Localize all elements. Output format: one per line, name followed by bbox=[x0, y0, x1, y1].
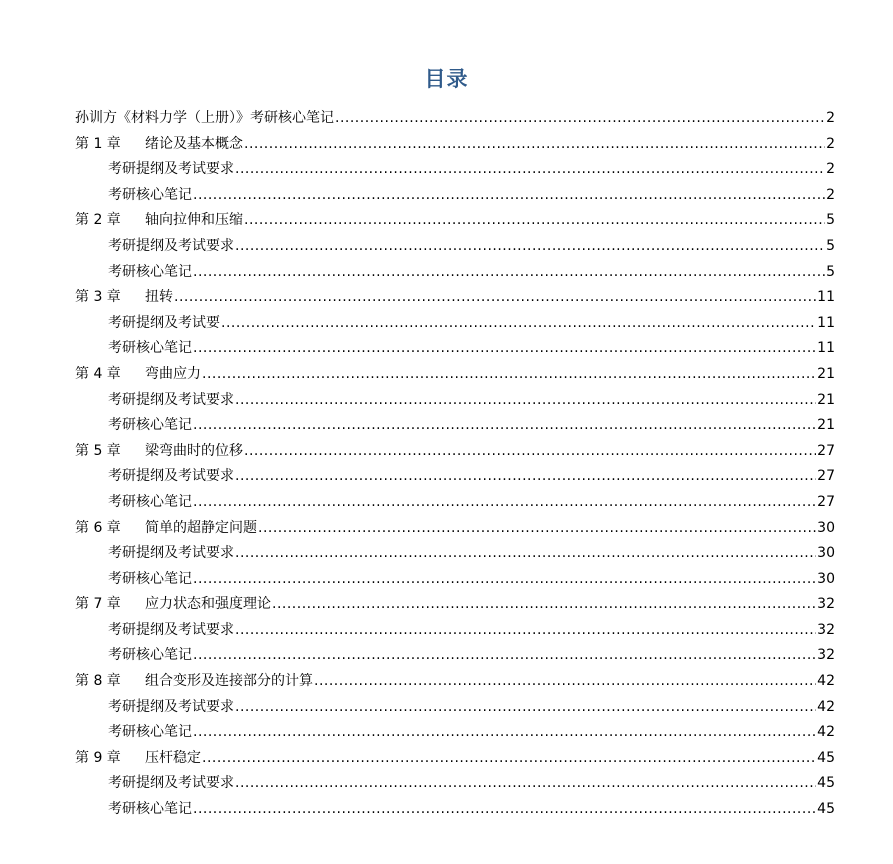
toc-page-number: 27 bbox=[817, 442, 835, 459]
toc-leader-dots bbox=[235, 618, 816, 644]
toc-entry-section[interactable] bbox=[75, 695, 835, 721]
toc-leader-dots bbox=[193, 260, 825, 286]
toc-leader-dots bbox=[202, 746, 816, 772]
toc-entry-label bbox=[75, 106, 334, 132]
toc-entry-text: 考研提纲及考试要求 bbox=[108, 237, 234, 254]
toc-chapter-number: 第 5 章 bbox=[75, 442, 121, 459]
toc-chapter-number: 第 1 章 bbox=[75, 135, 121, 152]
toc-entry-chapter[interactable] bbox=[75, 132, 835, 158]
toc-page-number: 11 bbox=[817, 289, 835, 306]
toc-leader-dots bbox=[202, 362, 816, 388]
toc-entry-section[interactable] bbox=[75, 541, 835, 567]
toc-leader-dots bbox=[272, 592, 816, 618]
toc-entry-label bbox=[108, 157, 234, 183]
toc-entry-label bbox=[108, 413, 192, 439]
toc-entry-text: 考研提纲及考试要求 bbox=[108, 621, 234, 638]
toc-page-number: 21 bbox=[817, 365, 835, 382]
toc-entry-text: 考研核心笔记 bbox=[108, 340, 192, 357]
page-title: 目录 bbox=[424, 67, 469, 91]
toc-entry-label bbox=[75, 208, 243, 234]
toc-list bbox=[75, 106, 835, 823]
toc-entry-section[interactable] bbox=[75, 260, 835, 286]
toc-chapter-number: 第 9 章 bbox=[75, 749, 121, 766]
toc-entry-chapter[interactable] bbox=[75, 592, 835, 618]
toc-entry-text: 扭转 bbox=[145, 289, 173, 306]
toc-entry-section[interactable] bbox=[75, 797, 835, 823]
toc-entry-label bbox=[108, 695, 234, 721]
toc-entry-label bbox=[75, 439, 243, 465]
toc-entry-text: 应力状态和强度理论 bbox=[145, 596, 271, 613]
toc-entry-section[interactable] bbox=[75, 643, 835, 669]
toc-page-number: 42 bbox=[817, 698, 835, 715]
toc-entry-label bbox=[108, 720, 192, 746]
toc-leader-dots bbox=[174, 285, 816, 311]
toc-entry-label bbox=[108, 490, 192, 516]
toc-entry-chapter[interactable] bbox=[75, 746, 835, 772]
toc-entry-text: 考研提纲及考试要求 bbox=[108, 545, 234, 562]
toc-leader-dots bbox=[193, 720, 816, 746]
toc-leader-dots bbox=[193, 413, 816, 439]
toc-page-number: 32 bbox=[817, 647, 835, 664]
toc-leader-dots bbox=[235, 464, 816, 490]
toc-page-number: 45 bbox=[817, 749, 835, 766]
toc-page-number: 30 bbox=[817, 519, 835, 536]
toc-entry-chapter[interactable] bbox=[75, 208, 835, 234]
toc-leader-dots bbox=[193, 797, 816, 823]
toc-leader-dots bbox=[244, 439, 816, 465]
toc-entry-text: 弯曲应力 bbox=[145, 365, 201, 382]
toc-leader-dots bbox=[193, 643, 816, 669]
toc-entry-chapter[interactable] bbox=[75, 669, 835, 695]
toc-chapter-number: 第 6 章 bbox=[75, 519, 121, 536]
toc-entry-label bbox=[75, 746, 201, 772]
toc-entry-text: 考研提纲及考试要求 bbox=[108, 775, 234, 792]
toc-page-number: 21 bbox=[817, 391, 835, 408]
toc-entry-label bbox=[108, 260, 192, 286]
toc-entry-chapter[interactable] bbox=[75, 106, 835, 132]
toc-entry-text: 考研提纲及考试要求 bbox=[108, 468, 234, 485]
toc-leader-dots bbox=[244, 132, 825, 158]
toc-entry-text: 考研提纲及考试要 bbox=[108, 314, 220, 331]
toc-leader-dots bbox=[235, 388, 816, 414]
toc-leader-dots bbox=[335, 106, 825, 132]
toc-page-number: 42 bbox=[817, 673, 835, 690]
toc-leader-dots bbox=[193, 183, 825, 209]
toc-entry-chapter[interactable] bbox=[75, 439, 835, 465]
toc-leader-dots bbox=[235, 695, 816, 721]
toc-entry-label bbox=[75, 362, 201, 388]
toc-entry-section[interactable] bbox=[75, 720, 835, 746]
toc-entry-section[interactable] bbox=[75, 618, 835, 644]
toc-entry-label bbox=[108, 567, 192, 593]
toc-entry-section[interactable] bbox=[75, 157, 835, 183]
toc-entry-text: 考研核心笔记 bbox=[108, 724, 192, 741]
toc-entry-section[interactable] bbox=[75, 388, 835, 414]
toc-entry-section[interactable] bbox=[75, 490, 835, 516]
toc-page-number: 45 bbox=[817, 801, 835, 818]
toc-leader-dots bbox=[221, 311, 816, 337]
toc-entry-section[interactable] bbox=[75, 464, 835, 490]
toc-entry-label bbox=[108, 336, 192, 362]
toc-page-number: 5 bbox=[826, 263, 835, 280]
toc-leader-dots bbox=[193, 567, 816, 593]
toc-entry-text: 轴向拉伸和压缩 bbox=[145, 212, 243, 229]
toc-entry-text: 考研核心笔记 bbox=[108, 570, 192, 587]
toc-page-number: 2 bbox=[826, 135, 835, 152]
toc-entry-label bbox=[108, 388, 234, 414]
toc-entry-text: 考研核心笔记 bbox=[108, 417, 192, 434]
toc-leader-dots bbox=[244, 208, 825, 234]
toc-chapter-number: 第 2 章 bbox=[75, 212, 121, 229]
toc-entry-label bbox=[75, 132, 243, 158]
toc-chapter-number: 第 8 章 bbox=[75, 673, 121, 690]
toc-leader-dots bbox=[235, 234, 825, 260]
toc-page-number: 2 bbox=[826, 110, 835, 126]
toc-entry-label bbox=[75, 285, 173, 311]
toc-page-number: 5 bbox=[826, 237, 835, 254]
toc-entry-text: 绪论及基本概念 bbox=[145, 135, 243, 152]
toc-entry-label bbox=[108, 311, 220, 337]
toc-page-number: 11 bbox=[817, 314, 835, 331]
toc-entry-text: 压杆稳定 bbox=[145, 749, 201, 766]
toc-entry-label bbox=[108, 464, 234, 490]
toc-entry-chapter[interactable] bbox=[75, 285, 835, 311]
toc-entry-text: 简单的超静定问题 bbox=[145, 519, 257, 536]
toc-leader-dots bbox=[235, 541, 816, 567]
toc-entry-label bbox=[75, 669, 313, 695]
toc-leader-dots bbox=[193, 490, 816, 516]
toc-entry-section[interactable] bbox=[75, 234, 835, 260]
toc-entry-section[interactable] bbox=[75, 311, 835, 337]
toc-page-number: 21 bbox=[817, 417, 835, 434]
toc-entry-text: 考研核心笔记 bbox=[108, 647, 192, 664]
toc-entry-section[interactable] bbox=[75, 771, 835, 797]
toc-chapter-number: 第 3 章 bbox=[75, 289, 121, 306]
toc-entry-text: 考研提纲及考试要求 bbox=[108, 161, 234, 178]
toc-entry-text: 孙训方《材料力学（上册）》考研核心笔记 bbox=[75, 110, 334, 126]
toc-entry-section[interactable] bbox=[75, 336, 835, 362]
toc-leader-dots bbox=[258, 516, 816, 542]
toc-chapter-number: 第 4 章 bbox=[75, 365, 121, 382]
toc-entry-label bbox=[108, 618, 234, 644]
toc-entry-chapter[interactable] bbox=[75, 362, 835, 388]
toc-entry-label bbox=[108, 771, 234, 797]
toc-page-number: 27 bbox=[817, 493, 835, 510]
toc-entry-section[interactable] bbox=[75, 567, 835, 593]
toc-entry-label bbox=[108, 643, 192, 669]
toc-leader-dots bbox=[314, 669, 816, 695]
toc-leader-dots bbox=[235, 157, 825, 183]
toc-page-number: 2 bbox=[826, 186, 835, 203]
toc-page-number: 45 bbox=[817, 775, 835, 792]
toc-page-number: 32 bbox=[817, 621, 835, 638]
toc-page-number: 5 bbox=[826, 212, 835, 229]
toc-page-number: 30 bbox=[817, 570, 835, 587]
toc-entry-label bbox=[75, 516, 257, 542]
toc-entry-label bbox=[108, 797, 192, 823]
toc-entry-label bbox=[108, 234, 234, 260]
toc-leader-dots bbox=[235, 771, 816, 797]
toc-entry-text: 考研核心笔记 bbox=[108, 801, 192, 818]
toc-entry-text: 考研提纲及考试要求 bbox=[108, 698, 234, 715]
toc-entry-label bbox=[75, 592, 271, 618]
toc-page-number: 32 bbox=[817, 596, 835, 613]
toc-entry-text: 组合变形及连接部分的计算 bbox=[145, 673, 313, 690]
toc-entry-text: 梁弯曲时的位移 bbox=[145, 442, 243, 459]
toc-entry-text: 考研核心笔记 bbox=[108, 186, 192, 203]
toc-entry-text: 考研核心笔记 bbox=[108, 493, 192, 510]
toc-entry-chapter[interactable] bbox=[75, 516, 835, 542]
toc-page-number: 11 bbox=[817, 340, 835, 357]
toc-entry-text: 考研核心笔记 bbox=[108, 263, 192, 280]
toc-page-number: 42 bbox=[817, 724, 835, 741]
toc-entry-section[interactable] bbox=[75, 183, 835, 209]
toc-page-number: 27 bbox=[817, 468, 835, 485]
toc-leader-dots bbox=[193, 336, 816, 362]
toc-entry-label bbox=[108, 183, 192, 209]
toc-entry-section[interactable] bbox=[75, 413, 835, 439]
toc-page-number: 30 bbox=[817, 545, 835, 562]
toc-entry-label bbox=[108, 541, 234, 567]
toc-entry-text: 考研提纲及考试要求 bbox=[108, 391, 234, 408]
toc-page-number: 2 bbox=[826, 161, 835, 178]
toc-chapter-number: 第 7 章 bbox=[75, 596, 121, 613]
